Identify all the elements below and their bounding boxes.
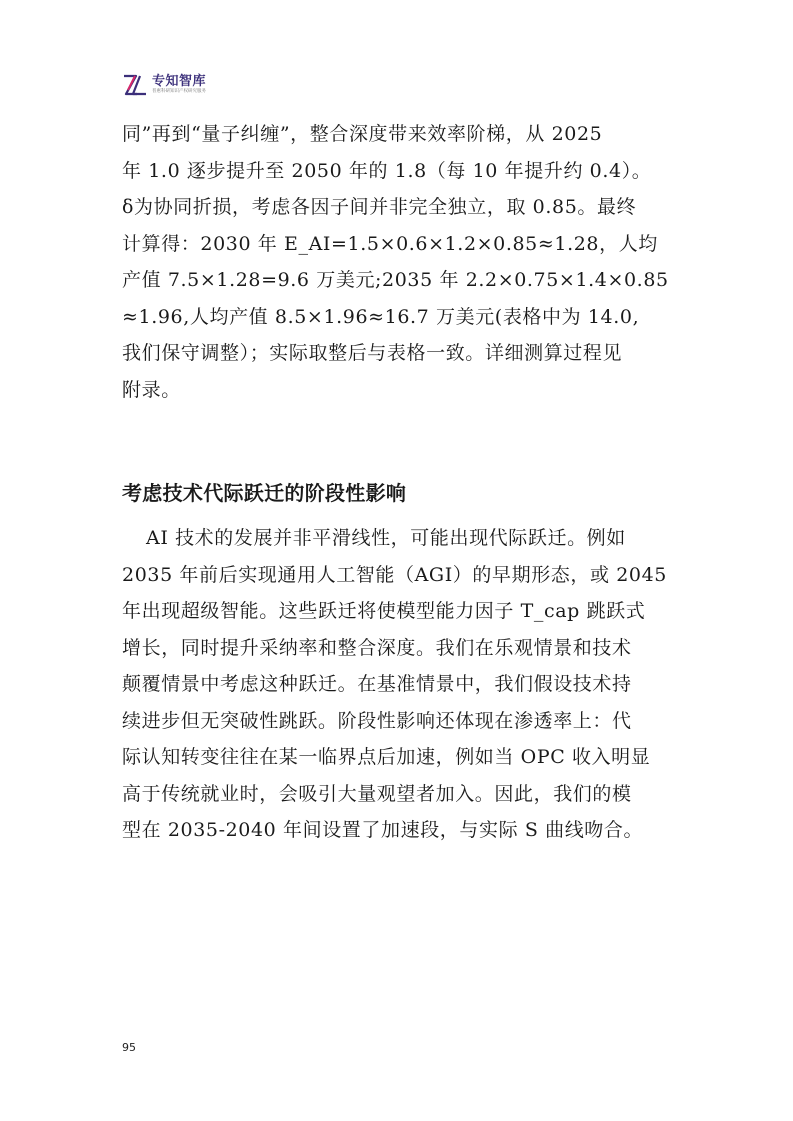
text-line: AI 技术的发展并非平滑线性，可能出现代际跃迁。例如 xyxy=(146,527,626,549)
text-line: δ为协同折损，考虑各因子间并非完全独立，取 0.85。最终 xyxy=(122,196,637,218)
text-line: 颠覆情景中考虑这种跃迁。在基准情景中，我们假设技术持 xyxy=(122,673,632,695)
text-line: 产值 7.5×1.28=9.6 万美元;2035 年 2.2×0.75×1.4×0.85 xyxy=(122,269,669,291)
text-line: 高于传统就业时，会吸引大量观望者加入。因此，我们的模 xyxy=(122,782,632,805)
text-line: 同”再到“量子纠缠”，整合深度带来效率阶梯，从 2025 xyxy=(122,123,603,145)
text-line: 年出现超级智能。这些跃迁将使模型能力因子 T_cap 跳跃式 xyxy=(122,600,646,622)
zl-logo-icon xyxy=(122,74,148,96)
text-line: 2035 年前后实现通用人工智能（AGI）的早期形态，或 2045 xyxy=(122,563,667,586)
section-heading: 考虑技术代际跃迁的阶段性影响 xyxy=(122,481,407,505)
text-line: ≈1.96,人均产值 8.5×1.96≈16.7 万美元(表格中为 14.0, xyxy=(122,305,640,328)
header-logo xyxy=(122,70,206,100)
text-line: 增长，同时提升采纳率和整合深度。我们在乐观情景和技术 xyxy=(122,636,632,659)
text-line: 续进步但无突破性跳跃。阶段性影响还体现在渗透率上：代 xyxy=(122,709,632,732)
paragraph-1 xyxy=(122,116,682,408)
logo-name: 专知智库 xyxy=(152,74,207,89)
paragraph-2 xyxy=(122,520,682,849)
text-line: 附录。 xyxy=(122,378,181,401)
text-line: 年 1.0 逐步提升至 2050 年的 1.8（每 10 年提升约 0.4）。 xyxy=(122,159,652,182)
page-number: 95 xyxy=(122,1041,136,1054)
logo-subtitle: 普惠科研知识产权研究服务 xyxy=(152,89,206,94)
text-line: 型在 2035-2040 年间设置了加速段，与实际 S 曲线吻合。 xyxy=(122,819,644,841)
text-line: 计算得：2030 年 E_AI=1.5×0.6×1.2×0.85≈1.28，人均 xyxy=(122,232,658,255)
text-line: 我们保守调整）；实际取整后与表格一致。详细测算过程见 xyxy=(122,342,623,364)
text-line: 际认知转变往往在某一临界点后加速，例如当 OPC 收入明显 xyxy=(122,746,651,768)
